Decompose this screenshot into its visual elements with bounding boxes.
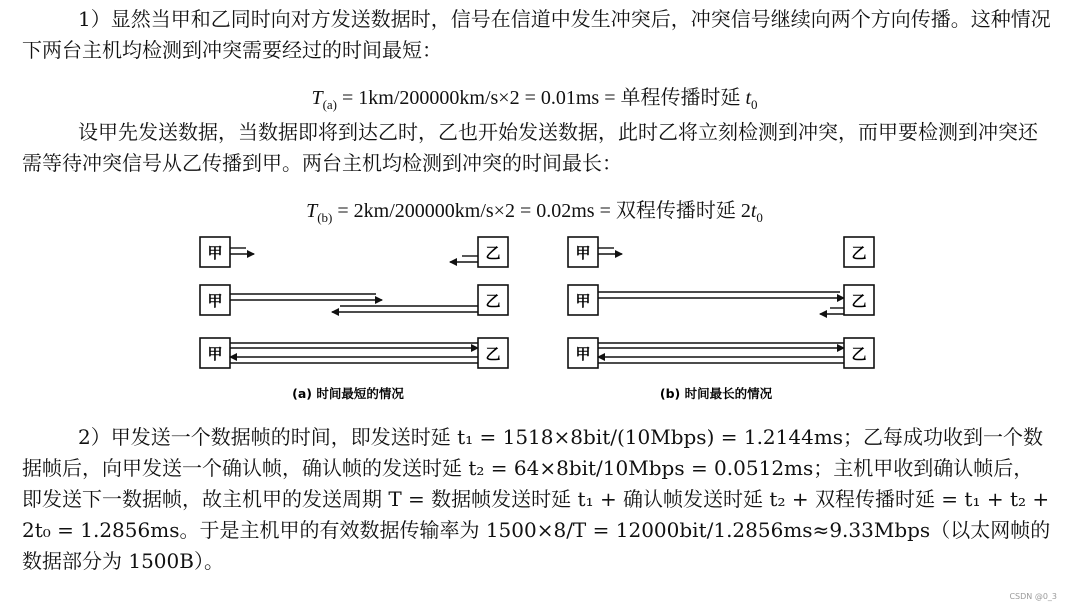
paragraph-longest-case: [22, 117, 1051, 179]
formula-a-sub: (a): [322, 97, 338, 112]
formula-b-t: T: [306, 200, 318, 222]
paragraph-collision-intro: [22, 4, 1051, 66]
host-a-label: 甲: [207, 345, 223, 363]
formula-b-expr: = 2km/200000km/s×2 = 0.02ms = 双程传播时延 2: [332, 200, 751, 222]
host-a-label: 甲: [575, 345, 591, 363]
panel-b: [568, 237, 874, 401]
caption-a: (a) 时间最短的情况: [292, 386, 404, 401]
host-b-label: 乙: [851, 244, 867, 262]
panel-a: [200, 237, 508, 401]
caption-b: (b) 时间最长的情况: [659, 386, 773, 401]
formula-shortest-time: [0, 84, 1069, 119]
host-a-label: 甲: [207, 292, 223, 310]
formula-longest-time: [0, 197, 1069, 232]
host-b-label: 乙: [485, 345, 501, 363]
host-b-label: 乙: [485, 292, 501, 310]
host-b-label: 乙: [851, 345, 867, 363]
formula-b-sub: (b): [317, 210, 333, 225]
paragraph-longest-case-text: 设甲先发送数据，当数据即将到达乙时，乙也开始发送数据，此时乙将立刻检测到冲突，而甲要检测到冲突还需等待冲突信号从乙传播到甲。两台主机均检测到冲突的时间最长：: [22, 120, 1038, 175]
formula-b-tvar: t: [750, 200, 757, 222]
formula-a-tvar: t: [745, 87, 752, 109]
host-a-label: 甲: [207, 244, 223, 262]
host-b-label: 乙: [851, 292, 867, 310]
formula-b-tsub: 0: [756, 210, 763, 225]
host-a-label: 甲: [575, 244, 591, 262]
paragraph-efficiency-calc: [22, 422, 1051, 577]
host-a-label: 甲: [575, 292, 591, 310]
formula-a-expr: = 1km/200000km/s×2 = 0.01ms = 单程传播时延: [337, 87, 746, 109]
paragraph-collision-intro-text: 1）显然当甲和乙同时向对方发送数据时，信号在信道中发生冲突后，冲突信号继续向两个方向传播。这种情况下两台主机均检测到冲突需要经过的时间最短：: [22, 7, 1051, 62]
formula-a-t: T: [311, 87, 323, 109]
collision-diagram: [180, 232, 900, 408]
paragraph-efficiency-calc-text: 2）甲发送一个数据帧的时间，即发送时延 t₁ = 1518×8bit/(10Mbps) = 1.2144ms；乙每成功收到一个数据帧后，向甲发送一个确认帧，确认帧的发送时延 t₂ = 64×8bit/10Mbps = 0.0512ms；主机甲收到确认帧后，即发送下一数据帧，故主机甲的发送周期 T = 数据帧发送时延 t₁ + 确认帧发送时延 t₂ + 双程传播时延 = t₁ + t₂ + 2t₀ = 1.2856ms。于是主机甲的有效数据传输率为 1500×8/T = 12000bit/1.2856ms≈9.33Mbps（以太网帧的数据部分为 1500B）。: [22, 425, 1051, 573]
watermark: CSDN @0_3: [1009, 592, 1057, 601]
formula-a-tsub: 0: [751, 97, 758, 112]
host-b-label: 乙: [485, 244, 501, 262]
